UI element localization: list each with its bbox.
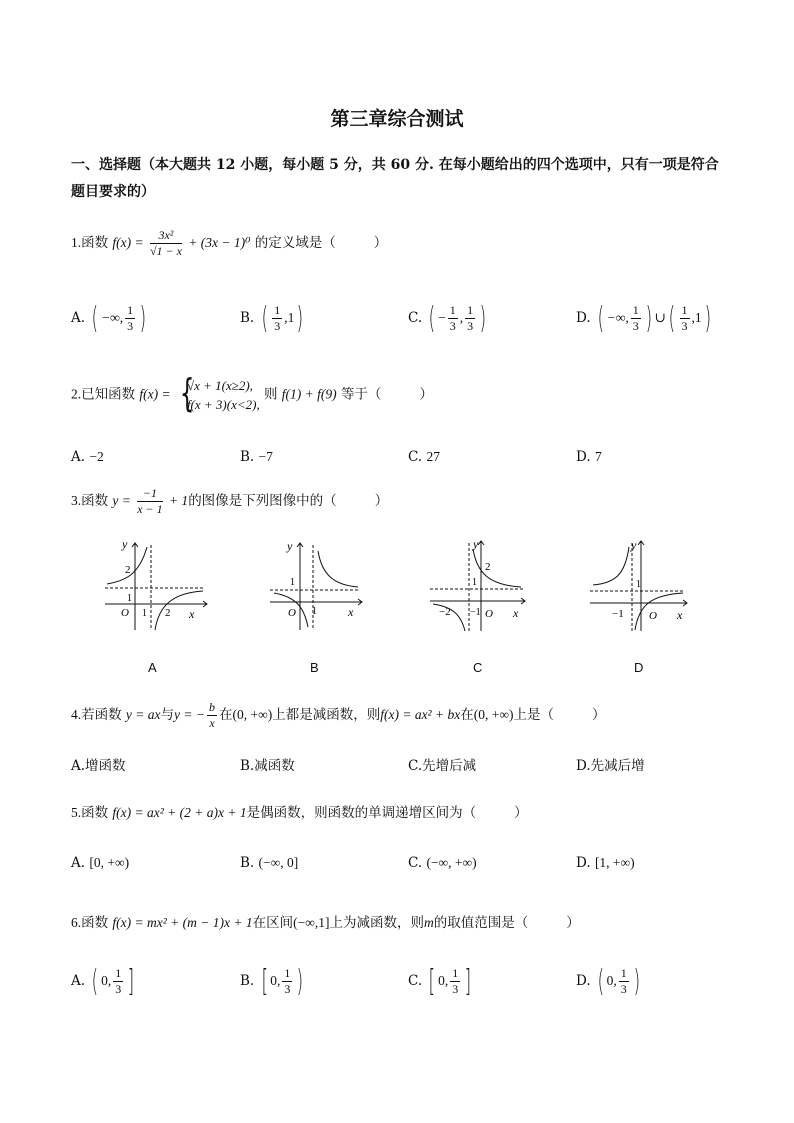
q4-and: 与 [160,707,175,723]
graph-b-tick: O [288,607,296,619]
option-text: 增函数 [85,758,126,774]
option-den2: 3 [681,319,688,333]
q5-option-c[interactable] [408,855,477,871]
q4-f2: y = − [174,707,205,722]
q6-prefix: 函数 [81,915,109,931]
option-post: ,1 [284,310,295,325]
graph-a-tick: 2 [165,607,171,619]
q6-mid: 在区间 [252,915,294,931]
graph-c-tick: 1 [472,577,477,588]
option-num: 1 [632,303,639,317]
q5-suffix: 是偶函数，则函数的单调递增区间为（ [246,805,477,821]
graph-d-label[interactable]: D [634,660,644,675]
q6-number: 6. [71,915,82,930]
q1-fraction [150,228,182,259]
option-pre: 0, [606,973,617,988]
option-label: D. [576,310,591,326]
q1-option-c[interactable]: C. ( − $\frac{1}{3}$ , $\frac{1}{3}$ ) [408,300,487,336]
graph-b-label[interactable]: B [310,660,319,675]
option-label: A. [71,758,86,774]
option-right-bracket: ] [127,963,135,999]
q3-number: 3. [71,493,82,508]
q6-option-b[interactable] [240,963,306,999]
option-num2: 1 [467,303,474,317]
option-text: [0, +∞) [89,855,130,870]
option-label: C. [408,758,423,774]
graph-c[interactable] [425,533,535,635]
option-pre: − [438,310,446,325]
q4-option-a[interactable] [71,754,126,774]
option-den: 3 [127,319,134,333]
option-text: (−∞, 0] [258,855,299,870]
option-label: A. [71,310,86,326]
graph-a-tick: 1 [127,593,132,604]
graph-c-tick: −1 [470,607,481,618]
q4-option-b[interactable] [240,754,295,774]
option-text: 减函数 [254,758,295,774]
q3-suffix: 的图像是下列图像中的（ [188,493,337,509]
q1-suffix: 的定义域是（ [254,235,336,251]
option-left-bracket: [ [429,963,436,999]
option-num: 1 [127,303,134,317]
q4-interval2: (0, +∞) [473,707,514,722]
option-num2: 1 [681,303,688,317]
graph-a[interactable] [95,535,215,635]
option-den: 3 [284,982,291,996]
graph-a-tick: 2 [125,564,131,576]
q4-option-d[interactable] [576,754,645,774]
q6-interval: (−∞,1] [293,915,330,930]
option-mid: , [459,310,464,325]
option-pre: 0, [101,973,112,988]
q1-frac-den: √1 − x [149,244,182,258]
option-right-bracket: ] [464,963,472,999]
option-text: 27 [426,449,440,464]
option-label: C. [408,973,423,989]
q2-expr: f(1) + f(9) [281,386,337,402]
graph-b-tick: 1 [312,606,317,617]
q2-option-b[interactable] [240,449,273,465]
option-label: B. [240,310,255,326]
section-heading: 一、选择题（本大题共 12 小题，每小题 5 分，共 60 分. 在每小题给出的四个选项中，只有一项是符合题目要求的） [71,157,719,200]
q3-func: y = [112,493,131,508]
option-label: D. [576,973,591,989]
question-2 [71,371,433,415]
q4-prefix: 若函数 [81,707,122,723]
option-num: 1 [274,303,281,317]
q4-suffix: 上是（ [513,707,554,723]
option-label: B. [240,973,255,989]
option-label: D. [576,855,591,871]
graph-a-tick: 1 [142,608,147,619]
q3-frac-num: −1 [137,486,162,502]
option-label: C. [408,449,423,465]
question-4 [71,700,605,731]
q2-suffix: 等于（ [340,386,382,403]
q4-close: ） [591,707,606,723]
graph-b-x-label: x [348,605,354,619]
graph-c-y-label: y [473,537,479,551]
q1-option-d[interactable]: D. ( −∞, $\frac{1}{3}$ ) ∪( $\frac{1}{3}$ ,1) [576,300,711,336]
option-union: ∪ [654,310,666,325]
graph-d-tick: 1 [636,579,641,590]
option-label: B. [240,449,255,465]
option-den: 3 [620,982,627,996]
option-num: 1 [449,303,456,317]
q3-frac-den: x − 1 [137,502,163,516]
graph-d-x-label: x [677,608,683,622]
option-label: A. [71,973,86,989]
graph-d-y-label: y [631,538,637,552]
q6-suffix: 的取值范围是（ [433,915,529,931]
option-den: 3 [452,982,459,996]
q4-frac-den: x [209,716,215,730]
option-text: −7 [258,449,273,464]
q4-in: 在 [218,707,233,723]
q2-case-2: f(x + 3)(x<2), [186,397,260,412]
q2-func: f(x) = [139,386,171,402]
q6-option-d[interactable] [576,963,643,999]
option-text: [1, +∞) [594,855,635,870]
q2-mid: 则 [264,386,278,403]
q2-close: ） [419,386,433,403]
q5-option-b[interactable] [240,855,298,871]
graph-b-tick: 1 [290,577,295,588]
option-num: 1 [115,966,122,980]
option-num: 1 [284,966,291,980]
option-num: 1 [452,966,459,980]
option-label: A. [71,449,86,465]
graph-c-tick: O [485,608,493,620]
q2-piecewise: { √x + 1(x≥2), f(x + 3)(x<2), [179,371,260,415]
graph-a-x-label: x [189,607,195,621]
option-label: D. [576,449,591,465]
q2-option-d[interactable] [576,449,602,465]
option-num: 1 [620,966,627,980]
q1-prefix: 函数 [81,235,109,251]
option-label: B. [240,758,255,774]
option-pre: −∞, [606,310,629,325]
option-text: 先减后增 [590,758,645,774]
q6-mid2: 上为减函数，则 [329,915,424,931]
q5-func: f(x) = ax² + (2 + a)x + 1 [112,805,247,820]
q5-number: 5. [71,805,82,820]
q6-close: ） [566,915,580,931]
graph-d-tick: −1 [612,608,624,620]
option-text: (−∞, +∞) [426,855,477,870]
q6-var: m [423,915,434,930]
q4-fraction [207,700,217,731]
q1-option-a[interactable]: A. ( −∞, $\frac{1}{3}$ ) [71,300,147,336]
option-left-bracket: ( [91,963,99,999]
q1-close: ） [373,235,388,251]
option-label: C. [408,855,423,871]
graph-c-label[interactable]: C [473,660,483,675]
q3-close: ） [374,493,389,509]
graph-a-tick: O [121,607,129,619]
option-right-bracket: ) [296,963,304,999]
option-pre: 0, [438,973,449,988]
option-text: 7 [594,449,602,464]
q1-number: 1. [71,235,82,250]
graph-b[interactable] [260,535,370,635]
option-label: D. [576,758,591,774]
option-text: −2 [89,449,104,464]
q5-option-a[interactable] [71,855,129,871]
q2-option-a[interactable] [71,449,104,465]
option-den: 3 [274,319,281,333]
option-text: 先增后减 [422,758,477,774]
q4-in2: 在 [460,707,474,723]
option-pre: 0, [270,973,281,988]
graph-a-y-label: y [122,537,128,551]
q4-f1: y = ax [125,707,161,722]
q3-tail: + 1 [168,493,189,508]
option-right-bracket: ) [633,963,640,999]
q5-close: ） [514,805,528,821]
option-label: B. [240,855,255,871]
q4-interval: (0, +∞) [232,707,273,722]
q5-option-d[interactable] [576,855,635,871]
q4-mid: 上都是减函数，则 [272,707,381,723]
option-den: 3 [449,319,456,333]
graph-c-x-label: x [513,606,519,620]
q3-prefix: 函数 [81,493,109,509]
graph-c-tick: 2 [485,561,491,573]
q2-case-1: √x + 1(x≥2), [186,378,253,393]
q2-prefix: 已知函数 [81,386,136,403]
graph-c-tick: −2 [439,606,451,618]
q3-fraction [137,486,162,517]
graph-d-tick: O [649,610,657,622]
option-den: 3 [632,319,639,333]
q6-option-a[interactable] [71,963,137,999]
option-left-bracket: [ [261,963,268,999]
question-6 [71,911,580,931]
page-title: 第三章综合测试 [330,108,464,130]
option-den2: 3 [467,319,474,333]
option-post: ,1 [691,310,702,325]
q1-frac-num: 3x² [150,228,182,244]
option-left-bracket: ( [597,963,605,999]
question-1 [71,228,387,259]
graph-d[interactable] [585,535,695,635]
option-label: C. [408,310,423,326]
q1-func: f(x) = [112,235,144,250]
q4-frac-num: b [208,700,215,714]
q4-number: 4. [71,707,82,722]
q1-option-b[interactable]: B. ( $\frac{1}{3}$ ,1) [240,300,304,336]
question-3 [71,486,388,517]
q2-number: 2. [71,386,82,402]
option-pre: −∞, [101,310,124,325]
graph-b-y-label: y [287,539,293,553]
q1-tail: + (3x − 1)⁰ [188,235,251,250]
option-den: 3 [115,982,122,996]
q4-option-c[interactable] [408,754,476,774]
option-label: A. [71,855,86,871]
q6-func: f(x) = mx² + (m − 1)x + 1 [112,915,253,930]
q6-option-c[interactable] [408,963,474,999]
q5-prefix: 函数 [81,805,109,821]
question-5 [71,801,528,821]
q2-option-c[interactable] [408,449,440,465]
q4-f3: f(x) = ax² + bx [380,707,461,722]
graph-a-label[interactable]: A [148,660,157,675]
